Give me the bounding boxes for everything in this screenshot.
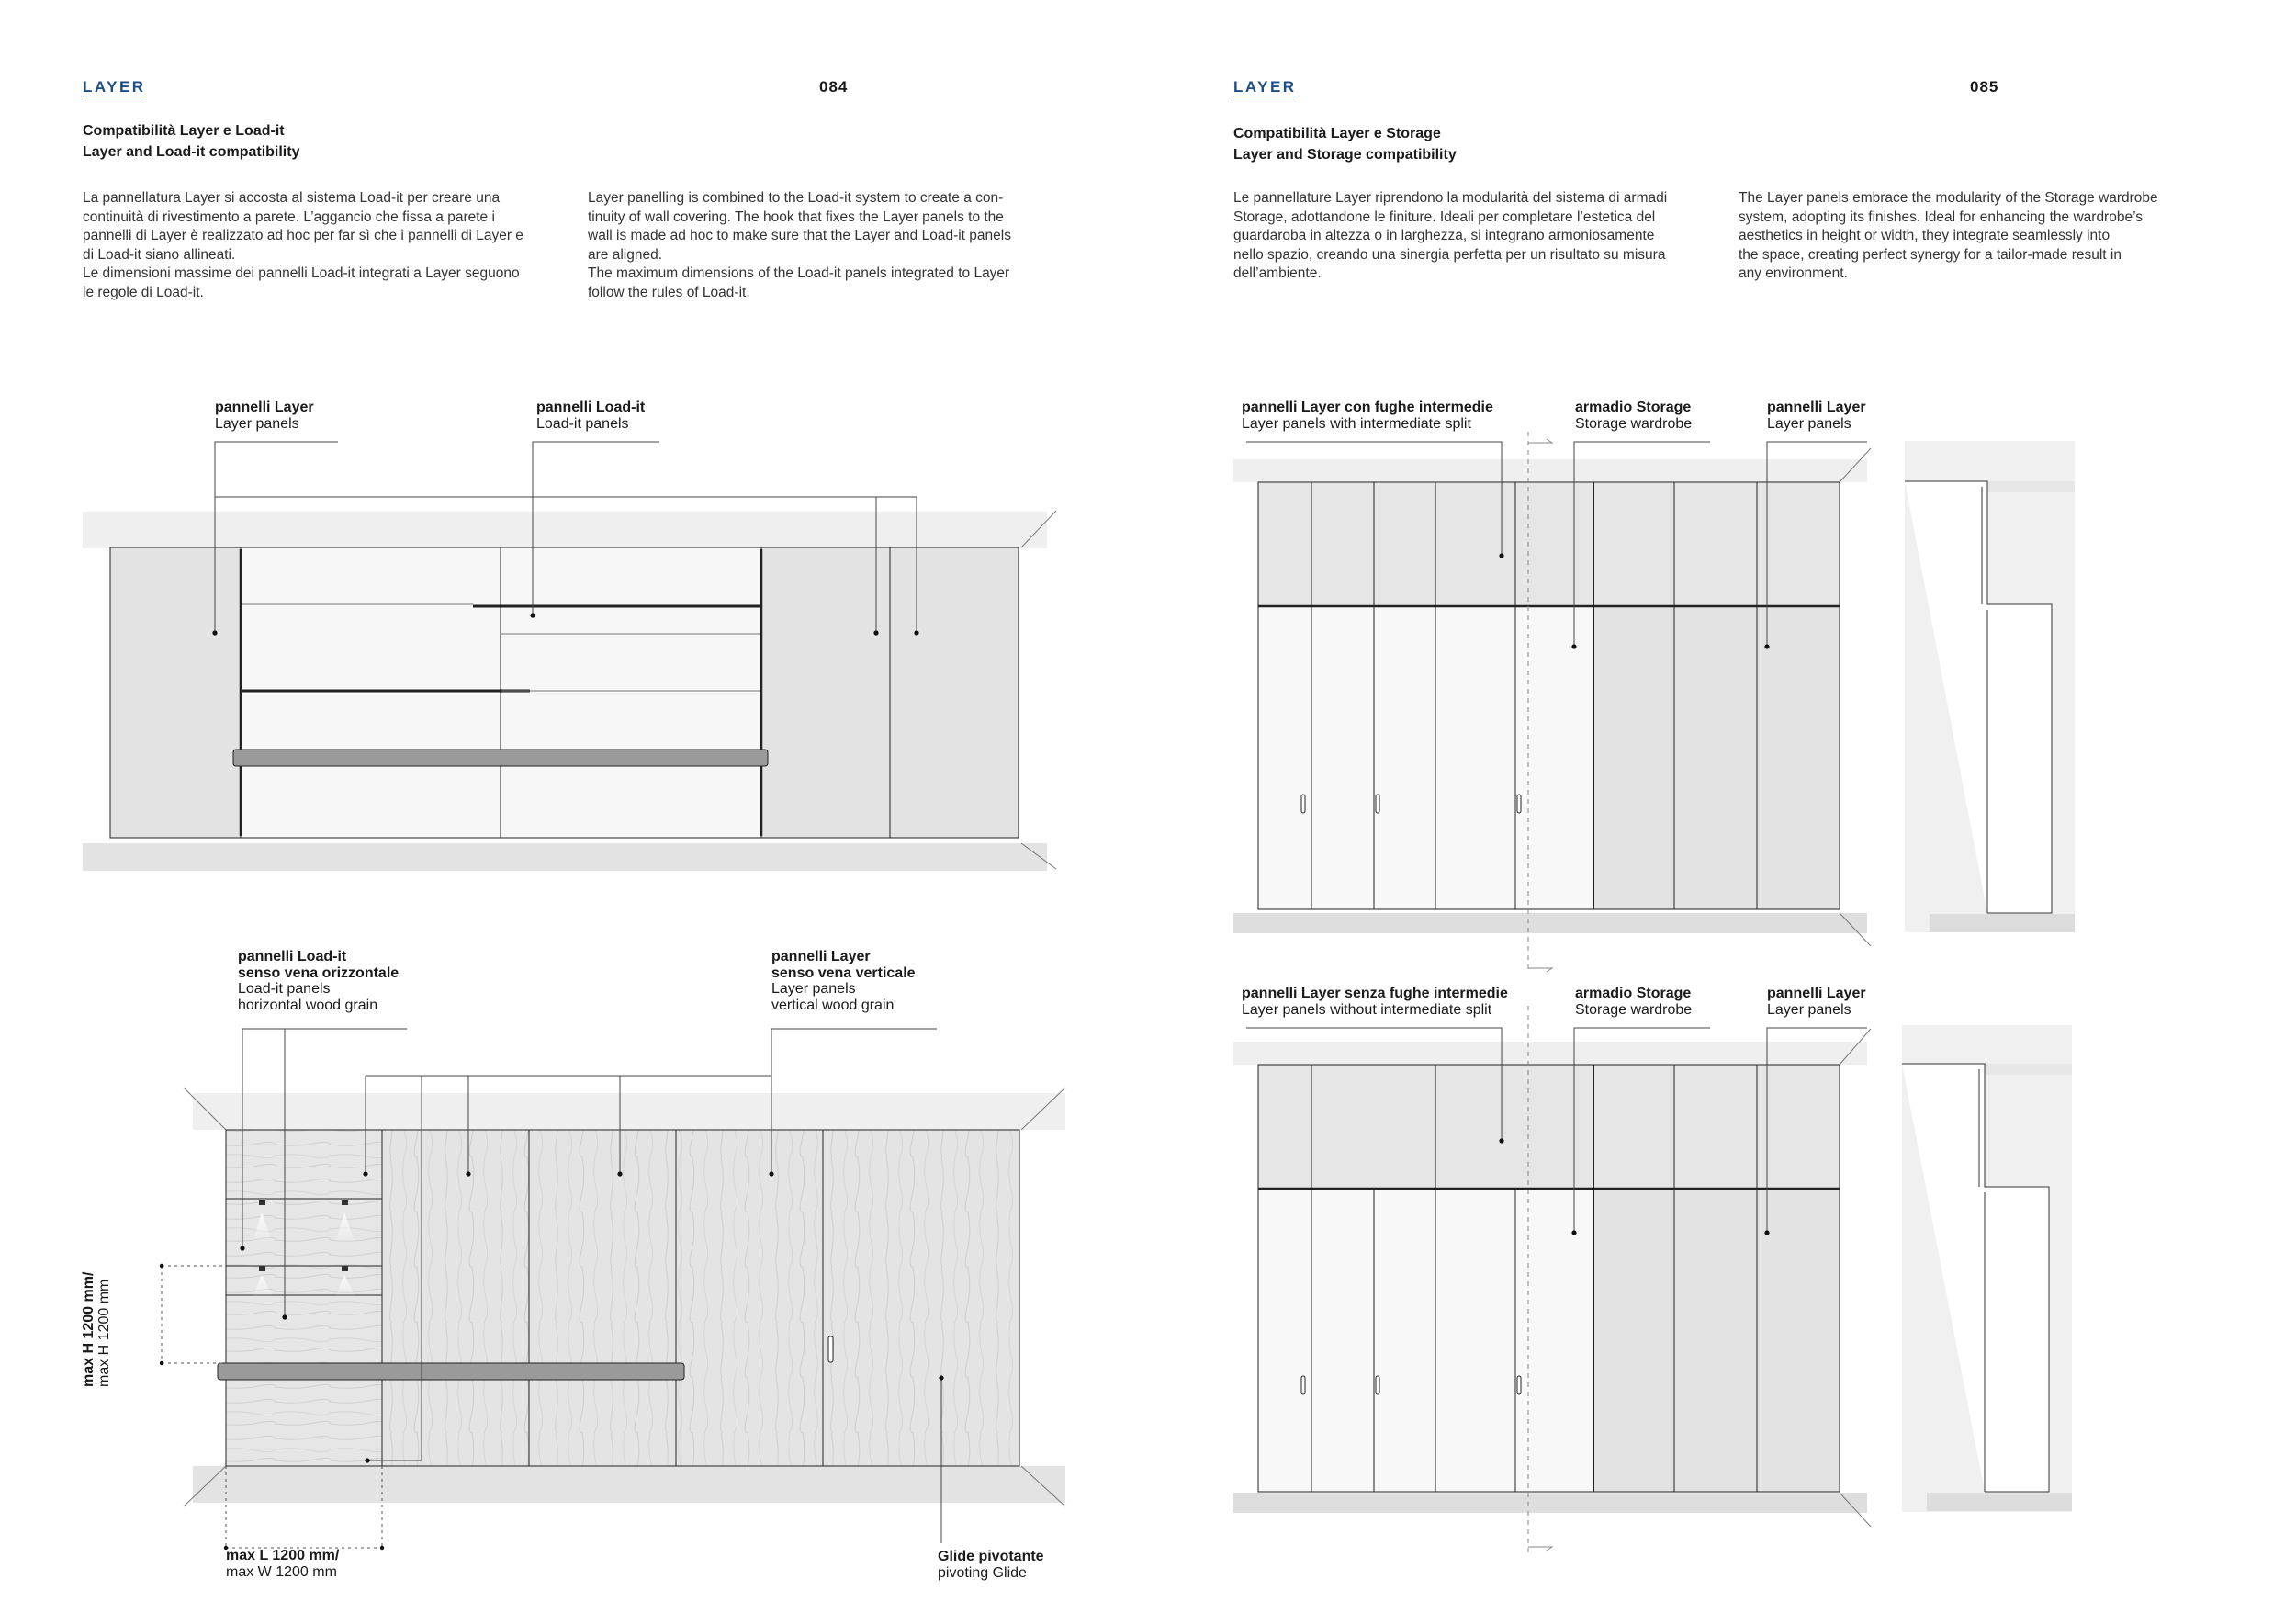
label-text-en: Layer panels: [1767, 415, 1851, 432]
title-en: Layer and Load-it compatibility: [83, 144, 300, 160]
page-number-left: 084: [819, 78, 849, 96]
label-text-en: horizontal wood grain: [238, 997, 378, 1013]
label-text-en: Storage wardrobe: [1575, 1001, 1693, 1018]
drawing-right-bottom: [1233, 1006, 2072, 1552]
label-text-en: Layer panels: [1767, 1001, 1851, 1018]
label-layer-panels-right: [1767, 400, 1866, 432]
label-layer-panels-right: [1767, 986, 1866, 1018]
body-text-it-right: Le pannellature Layer riprendono la modularità del sistema di armadi Storage, adottandone le finiture. Ideali per completare l’estetica del guardaroba in altezza o in larghezza, si integrano armoniosamente nello spazio, creando una sinergia perfetta per un risultato su misura dell’ambiente.: [1233, 190, 1668, 281]
label-text-en: Storage wardrobe: [1575, 415, 1693, 432]
label-text-en: max W 1200 mm: [226, 1563, 337, 1580]
label-text-en: Layer panels with intermediate split: [1242, 415, 1471, 432]
label-text-it: pannelli Layer: [1767, 400, 1866, 415]
label-text-it: pannelli Load-it: [536, 400, 646, 415]
section-title-left: [83, 120, 299, 163]
label-text-it: pannelli Layer: [215, 400, 314, 415]
label-loadit-horizontal-grain: [238, 949, 399, 1013]
title-it: Compatibilità Layer e Load-it: [83, 123, 285, 139]
label-pivoting-glide: [938, 1549, 1044, 1581]
label-layer-vertical-grain: [771, 949, 916, 1013]
label-text-en: Load-it panels: [536, 415, 629, 432]
label-text-en: Load-it panels: [238, 981, 331, 997]
label-text-en: vertical wood grain: [771, 997, 895, 1013]
page-number-right: 085: [1970, 78, 1999, 96]
label-layer-without-split: [1242, 986, 1508, 1018]
label-text-it: pannelli Layer con fughe intermedie: [1242, 400, 1493, 415]
label-text-it: armadio Storage: [1575, 400, 1692, 415]
label-storage-wardrobe: [1575, 986, 1692, 1018]
title-en: Layer and Storage compatibility: [1233, 147, 1457, 163]
label-text-it: max L 1200 mm/: [226, 1548, 340, 1563]
label-layer-with-split: [1242, 400, 1493, 432]
label-max-height: [81, 1272, 112, 1387]
brand-left[interactable]: LAYER: [83, 78, 146, 96]
label-text-it: max H 1200 mm/: [81, 1271, 96, 1387]
label-text-it: pannelli Layer senza fughe intermedie: [1242, 986, 1508, 1001]
label-text-it: Glide pivotante: [938, 1549, 1044, 1564]
body-text-it-left: La pannellatura Layer si accosta al sistema Load-it per creare una continuità di rivestimento a parete. L’aggancio che fissa a parete i pannelli di Layer è realizzato ad hoc per far sì che i pannelli di Layer e di Load-it siano allineati. Le dimensioni massime dei pannelli Load-it integrati a Layer seguono le regole di Load-it.: [83, 190, 523, 300]
drawing-left-top: [83, 442, 1056, 871]
drawing-right-top: [1233, 432, 2075, 974]
label-text-en: max H 1200 mm: [96, 1279, 112, 1387]
section-title-right: [1233, 123, 1457, 165]
label-storage-wardrobe: [1575, 400, 1692, 432]
label-text-it: senso vena orizzontale: [238, 964, 400, 981]
label-max-width: [226, 1548, 339, 1580]
body-text-en-left: Layer panelling is combined to the Load-it system to create a con- tinuity of wall covering. The hook that fixes the Layer panels to the wall is made ad hoc to make sure that the Layer and Load-it panels are aligned. The maximum dimensions of the Load-it panels integrated to Layer follow the rules of Load-it.: [588, 190, 1011, 300]
label-text-en: Layer panels without intermediate split: [1242, 1001, 1492, 1018]
label-loadit-panels: [536, 400, 645, 432]
label-text-en: Layer panels: [215, 415, 299, 432]
title-it: Compatibilità Layer e Storage: [1233, 126, 1441, 141]
label-text-it: pannelli Load-it: [238, 949, 347, 964]
label-layer-panels: [215, 400, 314, 432]
label-text-en: Layer panels: [771, 981, 856, 997]
body-text-en-right: The Layer panels embrace the modularity of the Storage wardrobe system, adopting its finishes. Ideal for enhancing the wardrobe’s aesthetics in height or width, they integrate seamlessly into the space, creating perfect synergy for a tailor-made result in any environment.: [1739, 190, 2158, 281]
drawing-left-bottom: [160, 1029, 1065, 1550]
label-text-it: pannelli Layer: [771, 949, 871, 964]
label-text-it: armadio Storage: [1575, 986, 1692, 1001]
brand-right[interactable]: LAYER: [1233, 78, 1297, 96]
label-text-en: pivoting Glide: [938, 1564, 1027, 1581]
label-text-it: pannelli Layer: [1767, 986, 1866, 1001]
label-text-it: senso vena verticale: [771, 964, 916, 981]
